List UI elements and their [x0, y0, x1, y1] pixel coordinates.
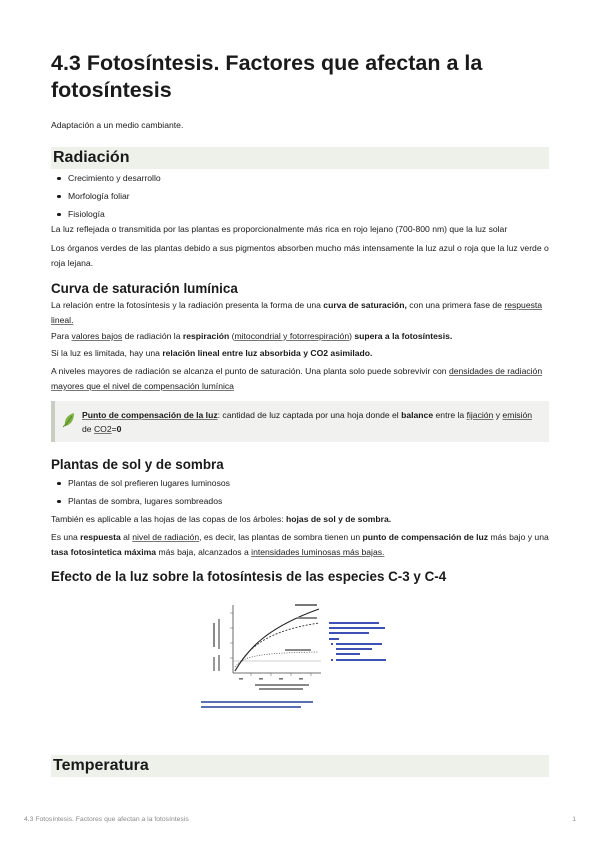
link-punto-compensacion[interactable]: Punto de compensación de la luz — [82, 410, 218, 420]
link-densidades-radiacion[interactable]: densidades de radiación mayores que el nivel de compensación lumínica — [51, 366, 543, 391]
link-nivel-radiacion[interactable]: nivel de radiación — [132, 532, 200, 542]
list-item: Crecimiento y desarrollo — [57, 173, 161, 191]
link-valores-bajos[interactable]: valores bajos — [71, 331, 123, 341]
link-emision[interactable]: emisión — [502, 410, 533, 420]
link-respuesta-lineal[interactable]: respuesta lineal. — [51, 300, 543, 325]
link-fijacion[interactable]: fijación — [466, 410, 494, 420]
list-item: Morfología foliar — [57, 191, 161, 209]
link-intensidades-luminosas[interactable]: intensidades luminosas más bajas. — [251, 547, 385, 557]
paragraph-punto-saturacion: A niveles mayores de radiación se alcanza el punto de saturación. Una planta solo puede sobrevivir con densidades de radiación mayores que el nivel de compensación lumínica — [51, 366, 543, 391]
paragraph-organos-verdes: Los órganos verdes de las plantas debido a sus pigmentos absorben mucho más intensamente la luz azul o roja que la luz verde o roja lejana. — [51, 243, 549, 268]
paragraph-valores-bajos: Para valores bajos de radiación la respiración (mitocondrial y fotorrespiración) supera a la fotosíntesis. — [51, 331, 453, 341]
link-mitocondrial[interactable]: mitocondrial y fotorrespiración — [234, 331, 350, 341]
subtitle: Adaptación a un medio cambiante. — [51, 120, 184, 130]
list-item: Fisiología — [57, 209, 161, 227]
light-response-figure — [199, 597, 405, 715]
heading-efecto-luz-c3-c4: Efecto de la luz sobre la fotosíntesis de las especies C-3 y C-4 — [51, 569, 447, 584]
page-footer — [24, 816, 576, 823]
paragraph-luz-limitada: Si la luz es limitada, hay una relación lineal entre luz absorbida y CO2 asimilado. — [51, 348, 373, 358]
page-title: 4.3 Fotosíntesis. Factores que afectan a la fotosíntesis — [51, 51, 483, 102]
section-heading-radiacion: Radiación — [51, 147, 549, 169]
bullet-list-radiacion — [57, 173, 161, 227]
link-co2[interactable]: CO2 — [93, 424, 112, 434]
definition-callout — [51, 401, 549, 442]
page-number: 1 — [572, 816, 576, 823]
paragraph-respuesta-radiacion: Es una respuesta al nivel de radiación, es decir, las plantas de sombra tienen un punto de compensación de luz más bajo y una tasa fotosintetica máxima más baja, alcanzados a intensidades luminosas más bajas. — [51, 532, 549, 557]
footer-title: 4.3 Fotosíntesis. Factores que afectan a la fotosíntesis — [24, 816, 189, 823]
leaf-icon — [63, 412, 75, 428]
callout-text: Punto de compensación de la luz: cantidad de luz captada por una hoja donde el balance entre la fijación y emisión de CO2=0 — [82, 410, 533, 434]
heading-curva-saturacion: Curva de saturación lumínica — [51, 281, 238, 296]
bullet-list-sol-sombra — [57, 478, 230, 514]
section-heading-temperatura: Temperatura — [51, 755, 549, 777]
heading-plantas-sol-sombra: Plantas de sol y de sombra — [51, 457, 224, 472]
paragraph-curva-saturacion: La relación entre la fotosíntesis y la radiación presenta la forma de una curva de saturación, con una primera fase de respuesta lineal. — [51, 300, 543, 325]
list-item: Plantas de sol prefieren lugares luminosos — [57, 478, 230, 496]
paragraph-luz-reflejada: La luz reflejada o transmitida por las plantas es proporcionalmente más rica en rojo lejano (700-800 nm) que la luz solar — [51, 224, 508, 234]
list-item: Plantas de sombra, lugares sombreados — [57, 496, 230, 514]
paragraph-hojas-sol-sombra: También es aplicable a las hojas de las copas de los árboles: hojas de sol y de sombra. — [51, 514, 392, 524]
